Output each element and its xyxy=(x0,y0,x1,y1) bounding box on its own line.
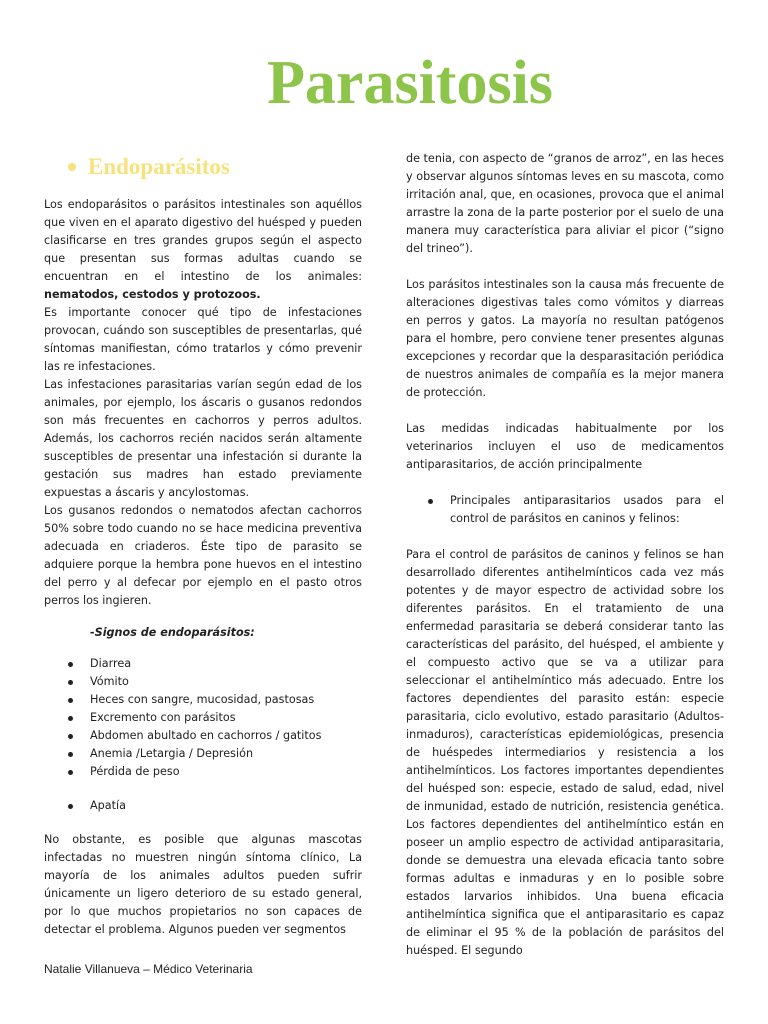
signs-list-extra xyxy=(44,797,362,815)
list-item: Principales antiparasitarios usados para el control de parásitos en caninos y felinos: xyxy=(406,492,724,528)
bullet-icon xyxy=(68,734,73,739)
bullet-icon xyxy=(68,698,73,703)
list-item: Abdomen abultado en cachorros / gatitos xyxy=(44,727,362,745)
left-column xyxy=(44,154,362,939)
right-column xyxy=(406,150,724,960)
list-item: Pérdida de peso xyxy=(44,763,362,781)
bullet-icon xyxy=(68,662,73,667)
list-item: Vómito xyxy=(44,673,362,691)
paragraph-nematodes: Los gusanos redondos o nematodos afectan cachorros 50% sobre todo cuando no se hace medicina preventiva adecuada en criaderos. Éste tipo de parasito se adquiere porque la hembra pone huevos en el intestino del perro y al defecar por ejemplo en el pasto otros perros los ingieren. xyxy=(44,504,362,607)
paragraph-infestations: Es importante conocer qué tipo de infestaciones provocan, cuándo son susceptibles de presentarlas, qué síntomas manifiestan, cómo tratarlos y cómo prevenir las re infestaciones. xyxy=(44,306,362,373)
footer-author: Natalie Villanueva – Médico Veterinaria xyxy=(44,962,253,976)
signs-heading: -Signos de endoparásitos: xyxy=(90,626,255,639)
page-title: Parasitosis xyxy=(267,49,553,117)
paragraph-asymptomatic: No obstante, es posible que algunas mascotas infectadas no muestren ningún síntoma clínico, La mayoría de los animales adultos pueden sufrir únicamente un ligero deterioro de su estado general, por lo que muchos propietarios no son capaces de detectar el problema. Algunos pueden ver segmentos xyxy=(44,833,362,936)
bullet-icon xyxy=(68,680,73,685)
bullet-icon xyxy=(68,163,76,171)
list-item: Heces con sangre, mucosidad, pastosas xyxy=(44,691,362,709)
parasite-groups: nematodos, cestodos y protozoos. xyxy=(44,288,261,301)
bullet-icon xyxy=(68,752,73,757)
section-heading xyxy=(44,154,362,180)
paragraph-tapeworm: de tenia, con aspecto de “granos de arroz”, en las heces y observar algunos síntomas leves en su mascota, como irritación anal, que, en ocasiones, provoca que el animal arrastre la zona de la parte posterior por el suelo de una manera muy característica para aliviar el picor (“signo del trineo”). xyxy=(406,152,724,255)
paragraph-control: Para el control de parásitos de caninos y felinos se han desarrollado diferentes antihelmínticos cada vez más potentes y de mayor espectro de actividad sobre los diferentes parásitos. En el tratamiento de una enfermedad parasitaria se deberá considerar tanto las características del parásito, del huésped, el ambiente y el compuesto activo que se va a utilizar para seleccionar el antihelmíntico más adecuado. Entre los factores dependientes del parasito están: especie parasitaria, ciclo evolutivo, estado parasitario (Adultos-inmaduros), características epidemiológicas, presencia de huéspedes intermediarios y resistencia a los antihelmínticos. Los factores importantes dependientes del huésped son: especie, estado de salud, edad, nivel de inmunidad, estado de nutrición, resistencia genética. Los factores dependientes del antihelmíntico están en poseer un amplio espectro de actividad antiparasitaria, donde se demuestra una elevada eficacia tanto sobre formas adultas e inmaduras y en lo posible sobre estados larvarios inhibidos. Una buena eficacia antihelmíntica significa que el antiparasitario es capaz de eliminar el 95 % de la población de parásitos del huésped. El segundo xyxy=(406,548,724,957)
list-item: Diarrea xyxy=(44,655,362,673)
paragraph-intestinal-parasites: Los parásitos intestinales son la causa más frecuente de alteraciones digestivas tales como vómitos y diarreas en perros y gatos. La mayoría no resultan patógenos para el hombre, pero conviene tener presentes algunas excepciones y recordar que la desparasitación periódica de nuestros animales de compañía es la mejor manera de protección. xyxy=(406,278,724,399)
paragraph-age: Las infestaciones parasitarias varían según edad de los animales, por ejemplo, los áscaris o gusanos redondos son más frecuentes en cachorros y perros adultos. Además, los cachorros recién nacidos serán altamente susceptibles de presentar una infestación si durante la gestación sus madres han estado previamente expuestas a áscaris y ancylostomas. xyxy=(44,378,362,499)
bullet-icon xyxy=(68,804,73,809)
bullet-icon xyxy=(428,499,433,504)
antiparasitic-list xyxy=(406,492,724,528)
section-heading-text: Endoparásitos xyxy=(88,154,230,179)
list-item: Excremento con parásitos xyxy=(44,709,362,727)
bullet-icon xyxy=(68,770,73,775)
intro-paragraph: Los endoparásitos o parásitos intestinales son aquéllos que viven en el aparato digestivo del huésped y pueden clasificarse en tres grandes grupos según el aspecto que presentan sus formas adultas cuando se encuentran en el intestino de los animales: nematodos, cestodos y protozoos. xyxy=(44,198,362,301)
bullet-icon xyxy=(68,716,73,721)
list-item: Anemia /Letargia / Depresión xyxy=(44,745,362,763)
list-item: Apatía xyxy=(44,797,362,815)
paragraph-measures: Las medidas indicadas habitualmente por los veterinarios incluyen el uso de medicamentos antiparasitarios, de acción principalmente xyxy=(406,422,724,471)
signs-list xyxy=(44,655,362,781)
